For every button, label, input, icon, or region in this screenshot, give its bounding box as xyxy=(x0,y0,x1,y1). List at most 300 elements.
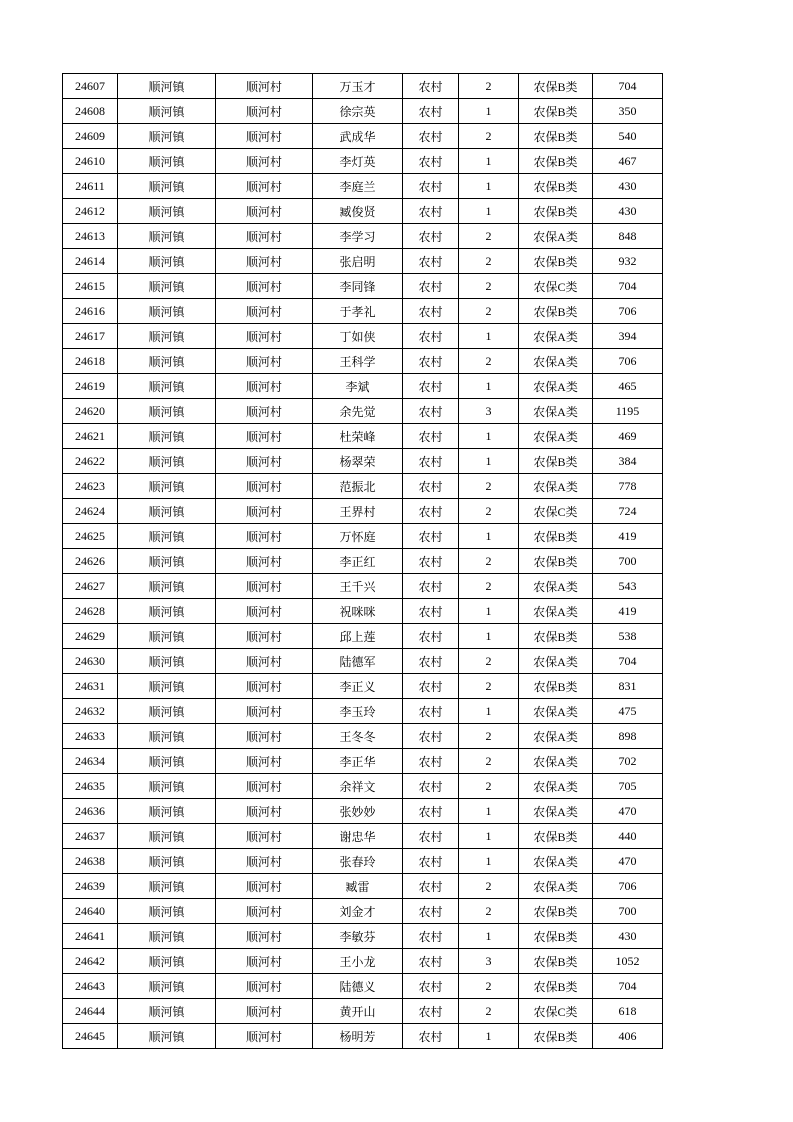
table-cell-amount: 704 xyxy=(593,274,663,299)
table-cell-village: 顺河村 xyxy=(216,349,313,374)
table-cell-name: 李正华 xyxy=(313,749,403,774)
table-cell-id: 24622 xyxy=(63,449,118,474)
table-cell-name: 张启明 xyxy=(313,249,403,274)
table-row xyxy=(63,324,663,349)
table-row xyxy=(63,749,663,774)
table-cell-name: 杨翠荣 xyxy=(313,449,403,474)
table-cell-id: 24632 xyxy=(63,699,118,724)
table-cell-town: 顺河镇 xyxy=(118,74,216,99)
table-cell-id: 24636 xyxy=(63,799,118,824)
table-cell-category: 农保B类 xyxy=(519,124,593,149)
table-cell-category: 农保A类 xyxy=(519,399,593,424)
table-cell-category: 农保B类 xyxy=(519,74,593,99)
table-row xyxy=(63,674,663,699)
table-cell-category: 农保A类 xyxy=(519,424,593,449)
table-cell-id: 24611 xyxy=(63,174,118,199)
table-cell-area_type: 农村 xyxy=(403,974,459,999)
table-cell-id: 24608 xyxy=(63,99,118,124)
table-body xyxy=(63,74,663,1049)
table-cell-id: 24641 xyxy=(63,924,118,949)
table-cell-village: 顺河村 xyxy=(216,599,313,624)
table-cell-category: 农保B类 xyxy=(519,674,593,699)
table-cell-area_type: 农村 xyxy=(403,99,459,124)
table-cell-town: 顺河镇 xyxy=(118,874,216,899)
table-cell-town: 顺河镇 xyxy=(118,324,216,349)
table-cell-count: 2 xyxy=(459,274,519,299)
table-cell-village: 顺河村 xyxy=(216,449,313,474)
table-cell-category: 农保A类 xyxy=(519,224,593,249)
table-cell-category: 农保A类 xyxy=(519,699,593,724)
table-cell-name: 王科学 xyxy=(313,349,403,374)
table-cell-amount: 932 xyxy=(593,249,663,274)
table-cell-area_type: 农村 xyxy=(403,799,459,824)
table-cell-count: 2 xyxy=(459,349,519,374)
table-cell-count: 2 xyxy=(459,474,519,499)
table-cell-town: 顺河镇 xyxy=(118,899,216,924)
table-cell-village: 顺河村 xyxy=(216,374,313,399)
table-row xyxy=(63,574,663,599)
table-cell-town: 顺河镇 xyxy=(118,449,216,474)
table-cell-area_type: 农村 xyxy=(403,274,459,299)
table-cell-name: 李正义 xyxy=(313,674,403,699)
table-row xyxy=(63,824,663,849)
table-cell-category: 农保A类 xyxy=(519,799,593,824)
table-cell-village: 顺河村 xyxy=(216,724,313,749)
table-cell-amount: 475 xyxy=(593,699,663,724)
table-cell-count: 1 xyxy=(459,849,519,874)
table-row xyxy=(63,699,663,724)
table-cell-category: 农保B类 xyxy=(519,1024,593,1049)
table-cell-count: 1 xyxy=(459,374,519,399)
table-cell-id: 24642 xyxy=(63,949,118,974)
table-cell-town: 顺河镇 xyxy=(118,674,216,699)
table-cell-village: 顺河村 xyxy=(216,199,313,224)
table-cell-name: 臧雷 xyxy=(313,874,403,899)
table-cell-count: 2 xyxy=(459,299,519,324)
table-cell-town: 顺河镇 xyxy=(118,124,216,149)
table-cell-id: 24628 xyxy=(63,599,118,624)
table-cell-village: 顺河村 xyxy=(216,999,313,1024)
table-cell-town: 顺河镇 xyxy=(118,274,216,299)
table-cell-name: 余先觉 xyxy=(313,399,403,424)
table-cell-area_type: 农村 xyxy=(403,324,459,349)
table-cell-area_type: 农村 xyxy=(403,199,459,224)
table-cell-category: 农保A类 xyxy=(519,874,593,899)
table-row xyxy=(63,99,663,124)
table-row xyxy=(63,999,663,1024)
table-row xyxy=(63,449,663,474)
table-row xyxy=(63,224,663,249)
table-cell-category: 农保B类 xyxy=(519,299,593,324)
table-cell-amount: 706 xyxy=(593,299,663,324)
table-cell-area_type: 农村 xyxy=(403,299,459,324)
table-cell-area_type: 农村 xyxy=(403,474,459,499)
table-cell-id: 24620 xyxy=(63,399,118,424)
table-cell-name: 李庭兰 xyxy=(313,174,403,199)
table-row xyxy=(63,649,663,674)
table-row xyxy=(63,799,663,824)
table-cell-id: 24610 xyxy=(63,149,118,174)
table-row xyxy=(63,274,663,299)
table-cell-id: 24633 xyxy=(63,724,118,749)
table-cell-count: 2 xyxy=(459,774,519,799)
table-cell-id: 24607 xyxy=(63,74,118,99)
table-cell-town: 顺河镇 xyxy=(118,699,216,724)
table-cell-count: 2 xyxy=(459,749,519,774)
table-cell-count: 2 xyxy=(459,74,519,99)
table-cell-amount: 419 xyxy=(593,599,663,624)
table-cell-name: 李学习 xyxy=(313,224,403,249)
table-cell-name: 范振北 xyxy=(313,474,403,499)
table-cell-area_type: 农村 xyxy=(403,399,459,424)
table-cell-name: 李玉玲 xyxy=(313,699,403,724)
table-cell-id: 24617 xyxy=(63,324,118,349)
table-cell-category: 农保B类 xyxy=(519,624,593,649)
table-row xyxy=(63,899,663,924)
table-cell-id: 24626 xyxy=(63,549,118,574)
table-cell-amount: 419 xyxy=(593,524,663,549)
table-cell-category: 农保A类 xyxy=(519,374,593,399)
table-cell-name: 王千兴 xyxy=(313,574,403,599)
table-cell-count: 1 xyxy=(459,924,519,949)
table-cell-amount: 540 xyxy=(593,124,663,149)
table-cell-amount: 467 xyxy=(593,149,663,174)
table-cell-id: 24621 xyxy=(63,424,118,449)
table-row xyxy=(63,549,663,574)
table-cell-category: 农保A类 xyxy=(519,349,593,374)
table-cell-name: 陆德义 xyxy=(313,974,403,999)
table-cell-name: 陆德军 xyxy=(313,649,403,674)
table-cell-name: 刘金才 xyxy=(313,899,403,924)
table-cell-area_type: 农村 xyxy=(403,724,459,749)
table-cell-village: 顺河村 xyxy=(216,74,313,99)
table-cell-town: 顺河镇 xyxy=(118,99,216,124)
table-cell-area_type: 农村 xyxy=(403,349,459,374)
table-cell-village: 顺河村 xyxy=(216,899,313,924)
table-cell-town: 顺河镇 xyxy=(118,774,216,799)
table-cell-area_type: 农村 xyxy=(403,599,459,624)
table-cell-count: 1 xyxy=(459,149,519,174)
table-cell-id: 24627 xyxy=(63,574,118,599)
table-cell-name: 万玉才 xyxy=(313,74,403,99)
table-cell-id: 24616 xyxy=(63,299,118,324)
table-cell-count: 2 xyxy=(459,974,519,999)
table-cell-category: 农保A类 xyxy=(519,599,593,624)
table-cell-id: 24623 xyxy=(63,474,118,499)
table-cell-count: 2 xyxy=(459,549,519,574)
table-cell-name: 谢忠华 xyxy=(313,824,403,849)
table-cell-count: 2 xyxy=(459,899,519,924)
table-cell-id: 24645 xyxy=(63,1024,118,1049)
table-cell-village: 顺河村 xyxy=(216,749,313,774)
table-cell-town: 顺河镇 xyxy=(118,224,216,249)
table-row xyxy=(63,849,663,874)
table-cell-name: 李正红 xyxy=(313,549,403,574)
table-cell-town: 顺河镇 xyxy=(118,299,216,324)
table-cell-town: 顺河镇 xyxy=(118,924,216,949)
table-cell-category: 农保B类 xyxy=(519,99,593,124)
table-cell-area_type: 农村 xyxy=(403,749,459,774)
table-cell-amount: 394 xyxy=(593,324,663,349)
table-row xyxy=(63,299,663,324)
table-row xyxy=(63,1024,663,1049)
table-cell-count: 3 xyxy=(459,399,519,424)
table-cell-category: 农保B类 xyxy=(519,824,593,849)
table-cell-count: 1 xyxy=(459,824,519,849)
table-cell-village: 顺河村 xyxy=(216,949,313,974)
table-cell-town: 顺河镇 xyxy=(118,1024,216,1049)
table-cell-town: 顺河镇 xyxy=(118,249,216,274)
table-cell-area_type: 农村 xyxy=(403,449,459,474)
table-cell-id: 24612 xyxy=(63,199,118,224)
table-cell-category: 农保B类 xyxy=(519,549,593,574)
table-cell-area_type: 农村 xyxy=(403,224,459,249)
table-cell-village: 顺河村 xyxy=(216,624,313,649)
table-cell-amount: 470 xyxy=(593,799,663,824)
table-cell-name: 王界村 xyxy=(313,499,403,524)
table-row xyxy=(63,149,663,174)
table-row xyxy=(63,974,663,999)
table-cell-village: 顺河村 xyxy=(216,974,313,999)
table-cell-village: 顺河村 xyxy=(216,99,313,124)
table-cell-count: 1 xyxy=(459,324,519,349)
table-cell-amount: 706 xyxy=(593,874,663,899)
table-cell-area_type: 农村 xyxy=(403,574,459,599)
table-cell-category: 农保B类 xyxy=(519,199,593,224)
table-cell-id: 24619 xyxy=(63,374,118,399)
table-cell-category: 农保B类 xyxy=(519,524,593,549)
table-cell-village: 顺河村 xyxy=(216,849,313,874)
table-cell-town: 顺河镇 xyxy=(118,949,216,974)
table-cell-amount: 704 xyxy=(593,74,663,99)
table-cell-area_type: 农村 xyxy=(403,824,459,849)
table-cell-village: 顺河村 xyxy=(216,649,313,674)
table-cell-id: 24629 xyxy=(63,624,118,649)
table-cell-name: 杨明芳 xyxy=(313,1024,403,1049)
table-cell-town: 顺河镇 xyxy=(118,549,216,574)
table-cell-area_type: 农村 xyxy=(403,174,459,199)
table-row xyxy=(63,124,663,149)
table-cell-town: 顺河镇 xyxy=(118,724,216,749)
table-cell-name: 张妙妙 xyxy=(313,799,403,824)
table-cell-town: 顺河镇 xyxy=(118,624,216,649)
table-cell-amount: 430 xyxy=(593,174,663,199)
table-cell-category: 农保A类 xyxy=(519,849,593,874)
table-cell-amount: 704 xyxy=(593,649,663,674)
table-cell-village: 顺河村 xyxy=(216,824,313,849)
table-cell-name: 李灯英 xyxy=(313,149,403,174)
table-cell-area_type: 农村 xyxy=(403,124,459,149)
table-cell-category: 农保C类 xyxy=(519,999,593,1024)
table-cell-area_type: 农村 xyxy=(403,524,459,549)
table-cell-town: 顺河镇 xyxy=(118,849,216,874)
table-cell-count: 2 xyxy=(459,124,519,149)
table-cell-name: 邱上莲 xyxy=(313,624,403,649)
table-row xyxy=(63,399,663,424)
table-cell-category: 农保A类 xyxy=(519,574,593,599)
table-cell-town: 顺河镇 xyxy=(118,174,216,199)
table-cell-count: 1 xyxy=(459,599,519,624)
table-cell-category: 农保B类 xyxy=(519,899,593,924)
table-cell-id: 24615 xyxy=(63,274,118,299)
table-cell-count: 2 xyxy=(459,499,519,524)
table-cell-category: 农保B类 xyxy=(519,449,593,474)
table-cell-village: 顺河村 xyxy=(216,774,313,799)
table-cell-area_type: 农村 xyxy=(403,424,459,449)
table-cell-town: 顺河镇 xyxy=(118,499,216,524)
table-cell-area_type: 农村 xyxy=(403,899,459,924)
table-cell-area_type: 农村 xyxy=(403,74,459,99)
table-cell-count: 1 xyxy=(459,424,519,449)
table-cell-name: 王冬冬 xyxy=(313,724,403,749)
table-cell-town: 顺河镇 xyxy=(118,424,216,449)
table-cell-amount: 384 xyxy=(593,449,663,474)
table-row xyxy=(63,949,663,974)
table-cell-amount: 898 xyxy=(593,724,663,749)
table-cell-amount: 1052 xyxy=(593,949,663,974)
table-cell-town: 顺河镇 xyxy=(118,349,216,374)
table-cell-amount: 465 xyxy=(593,374,663,399)
table-row xyxy=(63,374,663,399)
table-cell-id: 24643 xyxy=(63,974,118,999)
table-cell-village: 顺河村 xyxy=(216,424,313,449)
table-cell-count: 2 xyxy=(459,999,519,1024)
table-cell-amount: 618 xyxy=(593,999,663,1024)
table-cell-amount: 705 xyxy=(593,774,663,799)
table-cell-name: 黄开山 xyxy=(313,999,403,1024)
table-cell-category: 农保A类 xyxy=(519,774,593,799)
table-cell-village: 顺河村 xyxy=(216,224,313,249)
table-cell-town: 顺河镇 xyxy=(118,574,216,599)
table-cell-name: 王小龙 xyxy=(313,949,403,974)
table-cell-name: 于孝礼 xyxy=(313,299,403,324)
table-cell-category: 农保B类 xyxy=(519,924,593,949)
table-cell-amount: 430 xyxy=(593,924,663,949)
table-cell-count: 3 xyxy=(459,949,519,974)
table-cell-area_type: 农村 xyxy=(403,649,459,674)
table-cell-name: 武成华 xyxy=(313,124,403,149)
table-cell-amount: 350 xyxy=(593,99,663,124)
table-cell-area_type: 农村 xyxy=(403,949,459,974)
table-cell-id: 24613 xyxy=(63,224,118,249)
table-row xyxy=(63,624,663,649)
table-cell-area_type: 农村 xyxy=(403,699,459,724)
table-cell-category: 农保B类 xyxy=(519,974,593,999)
table-row xyxy=(63,924,663,949)
table-cell-name: 李斌 xyxy=(313,374,403,399)
table-cell-village: 顺河村 xyxy=(216,574,313,599)
table-cell-area_type: 农村 xyxy=(403,874,459,899)
table-cell-id: 24634 xyxy=(63,749,118,774)
table-cell-amount: 724 xyxy=(593,499,663,524)
table-cell-count: 1 xyxy=(459,1024,519,1049)
table-cell-count: 1 xyxy=(459,99,519,124)
table-cell-village: 顺河村 xyxy=(216,499,313,524)
table-cell-amount: 406 xyxy=(593,1024,663,1049)
table-cell-village: 顺河村 xyxy=(216,799,313,824)
table-cell-village: 顺河村 xyxy=(216,174,313,199)
table-cell-name: 张春玲 xyxy=(313,849,403,874)
table-cell-count: 1 xyxy=(459,699,519,724)
table-cell-village: 顺河村 xyxy=(216,149,313,174)
table-cell-count: 2 xyxy=(459,674,519,699)
table-cell-id: 24644 xyxy=(63,999,118,1024)
table-cell-village: 顺河村 xyxy=(216,549,313,574)
table-cell-id: 24618 xyxy=(63,349,118,374)
table-cell-area_type: 农村 xyxy=(403,549,459,574)
table-cell-id: 24638 xyxy=(63,849,118,874)
table-cell-count: 1 xyxy=(459,799,519,824)
table-cell-town: 顺河镇 xyxy=(118,749,216,774)
table-cell-name: 祝咪咪 xyxy=(313,599,403,624)
table-cell-area_type: 农村 xyxy=(403,1024,459,1049)
table-cell-count: 2 xyxy=(459,649,519,674)
table-cell-town: 顺河镇 xyxy=(118,799,216,824)
table-cell-town: 顺河镇 xyxy=(118,599,216,624)
table-cell-amount: 848 xyxy=(593,224,663,249)
table-cell-amount: 702 xyxy=(593,749,663,774)
table-cell-id: 24640 xyxy=(63,899,118,924)
table-cell-amount: 543 xyxy=(593,574,663,599)
table-cell-area_type: 农村 xyxy=(403,624,459,649)
table-cell-town: 顺河镇 xyxy=(118,474,216,499)
table-cell-category: 农保B类 xyxy=(519,949,593,974)
table-cell-amount: 778 xyxy=(593,474,663,499)
table-cell-count: 2 xyxy=(459,874,519,899)
table-cell-count: 1 xyxy=(459,199,519,224)
table-cell-town: 顺河镇 xyxy=(118,524,216,549)
table-cell-category: 农保C类 xyxy=(519,499,593,524)
table-cell-town: 顺河镇 xyxy=(118,399,216,424)
table-cell-village: 顺河村 xyxy=(216,524,313,549)
table-cell-name: 余祥文 xyxy=(313,774,403,799)
table-cell-id: 24630 xyxy=(63,649,118,674)
table-row xyxy=(63,774,663,799)
table-cell-amount: 430 xyxy=(593,199,663,224)
table-cell-area_type: 农村 xyxy=(403,149,459,174)
table-row xyxy=(63,74,663,99)
table-row xyxy=(63,874,663,899)
table-cell-name: 徐宗英 xyxy=(313,99,403,124)
table-cell-area_type: 农村 xyxy=(403,499,459,524)
table-cell-village: 顺河村 xyxy=(216,699,313,724)
table-cell-id: 24625 xyxy=(63,524,118,549)
table-cell-id: 24635 xyxy=(63,774,118,799)
table-cell-area_type: 农村 xyxy=(403,249,459,274)
table-cell-town: 顺河镇 xyxy=(118,649,216,674)
table-cell-amount: 1195 xyxy=(593,399,663,424)
table-row xyxy=(63,249,663,274)
table-row xyxy=(63,199,663,224)
table-cell-count: 1 xyxy=(459,174,519,199)
table-row xyxy=(63,424,663,449)
table-cell-town: 顺河镇 xyxy=(118,974,216,999)
table-cell-village: 顺河村 xyxy=(216,674,313,699)
table-cell-id: 24624 xyxy=(63,499,118,524)
table-cell-category: 农保C类 xyxy=(519,274,593,299)
table-cell-category: 农保A类 xyxy=(519,749,593,774)
table-cell-amount: 469 xyxy=(593,424,663,449)
table-cell-count: 1 xyxy=(459,524,519,549)
table-cell-count: 2 xyxy=(459,224,519,249)
table-row xyxy=(63,174,663,199)
table-row xyxy=(63,349,663,374)
table-cell-name: 万怀庭 xyxy=(313,524,403,549)
records-table xyxy=(62,73,663,1049)
table-cell-town: 顺河镇 xyxy=(118,824,216,849)
table-cell-village: 顺河村 xyxy=(216,399,313,424)
table-cell-area_type: 农村 xyxy=(403,924,459,949)
